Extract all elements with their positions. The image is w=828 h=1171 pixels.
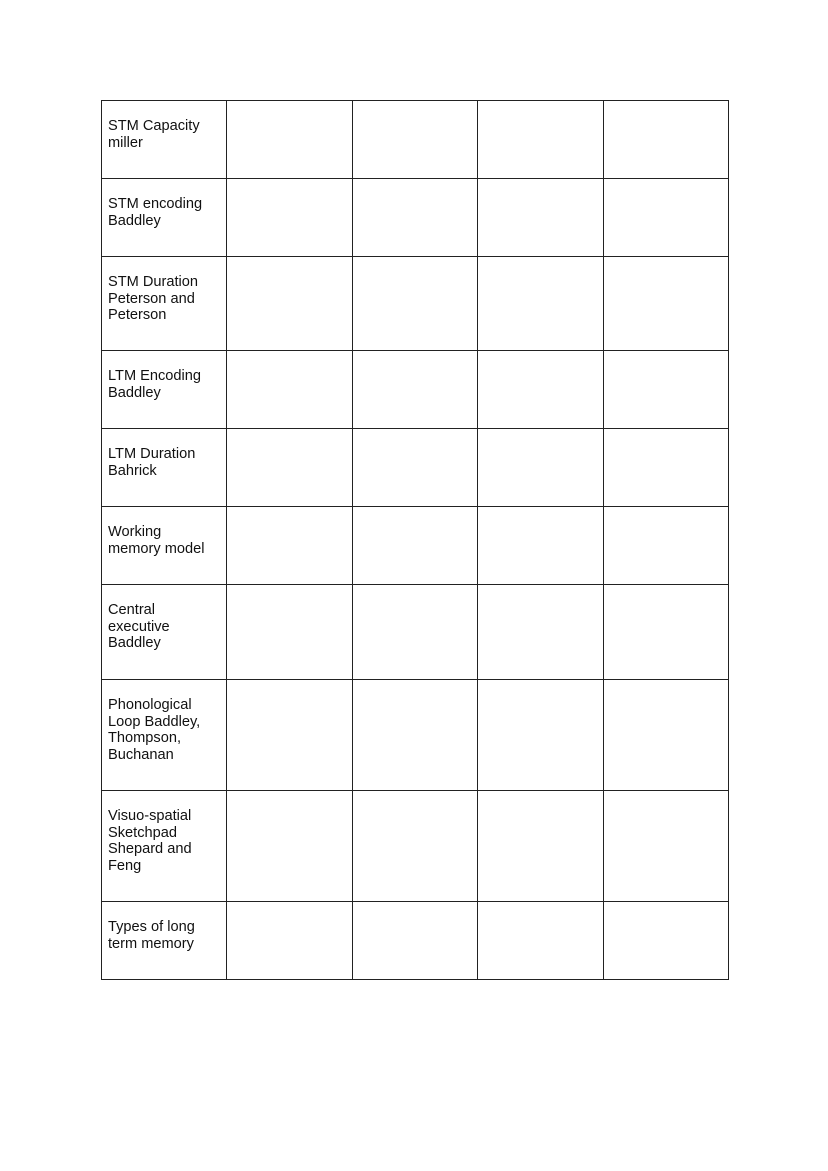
blank-answer-cell[interactable] <box>352 429 477 507</box>
row-label-cell: Visuo-spatial Sketchpad Shepard and Feng <box>102 791 227 902</box>
blank-answer-cell[interactable] <box>352 680 477 791</box>
blank-answer-cell[interactable] <box>478 257 603 351</box>
table-row <box>102 429 729 507</box>
blank-answer-cell[interactable] <box>352 507 477 585</box>
blank-answer-cell[interactable] <box>603 179 728 257</box>
blank-answer-cell[interactable] <box>227 507 352 585</box>
row-label-cell: Phonological Loop Baddley, Thompson, Buchanan <box>102 680 227 791</box>
blank-answer-cell[interactable] <box>478 351 603 429</box>
blank-answer-cell[interactable] <box>227 429 352 507</box>
blank-answer-cell[interactable] <box>478 902 603 980</box>
blank-answer-cell[interactable] <box>227 585 352 680</box>
blank-answer-cell[interactable] <box>352 101 477 179</box>
blank-answer-cell[interactable] <box>478 585 603 680</box>
table-row <box>102 101 729 179</box>
row-label-cell: STM Duration Peterson and Peterson <box>102 257 227 351</box>
blank-answer-cell[interactable] <box>603 902 728 980</box>
blank-answer-cell[interactable] <box>603 507 728 585</box>
blank-answer-cell[interactable] <box>352 179 477 257</box>
blank-answer-cell[interactable] <box>603 585 728 680</box>
blank-answer-cell[interactable] <box>478 429 603 507</box>
blank-answer-cell[interactable] <box>603 101 728 179</box>
blank-answer-cell[interactable] <box>227 179 352 257</box>
blank-answer-cell[interactable] <box>603 429 728 507</box>
row-label-cell: Types of long term memory <box>102 902 227 980</box>
blank-answer-cell[interactable] <box>603 257 728 351</box>
blank-answer-cell[interactable] <box>227 351 352 429</box>
row-label-cell: Central executive Baddley <box>102 585 227 680</box>
row-label-cell: STM encoding Baddley <box>102 179 227 257</box>
row-label-cell: LTM Duration Bahrick <box>102 429 227 507</box>
table-row <box>102 791 729 902</box>
blank-answer-cell[interactable] <box>352 351 477 429</box>
worksheet-body <box>102 101 729 980</box>
row-label-cell: LTM Encoding Baddley <box>102 351 227 429</box>
table-row <box>102 257 729 351</box>
row-label-cell: STM Capacity miller <box>102 101 227 179</box>
blank-answer-cell[interactable] <box>478 791 603 902</box>
blank-answer-cell[interactable] <box>352 585 477 680</box>
row-label-cell: Working memory model <box>102 507 227 585</box>
blank-answer-cell[interactable] <box>352 791 477 902</box>
table-row <box>102 351 729 429</box>
blank-answer-cell[interactable] <box>352 257 477 351</box>
table-row <box>102 902 729 980</box>
blank-answer-cell[interactable] <box>478 507 603 585</box>
blank-answer-cell[interactable] <box>227 257 352 351</box>
table-row <box>102 585 729 680</box>
blank-answer-cell[interactable] <box>603 680 728 791</box>
table-row <box>102 179 729 257</box>
blank-answer-cell[interactable] <box>478 179 603 257</box>
blank-answer-cell[interactable] <box>227 791 352 902</box>
blank-answer-cell[interactable] <box>227 902 352 980</box>
blank-answer-cell[interactable] <box>227 101 352 179</box>
blank-answer-cell[interactable] <box>603 351 728 429</box>
worksheet-table <box>101 100 729 980</box>
table-row <box>102 507 729 585</box>
blank-answer-cell[interactable] <box>603 791 728 902</box>
blank-answer-cell[interactable] <box>478 680 603 791</box>
blank-answer-cell[interactable] <box>478 101 603 179</box>
blank-answer-cell[interactable] <box>352 902 477 980</box>
table-row <box>102 680 729 791</box>
blank-answer-cell[interactable] <box>227 680 352 791</box>
